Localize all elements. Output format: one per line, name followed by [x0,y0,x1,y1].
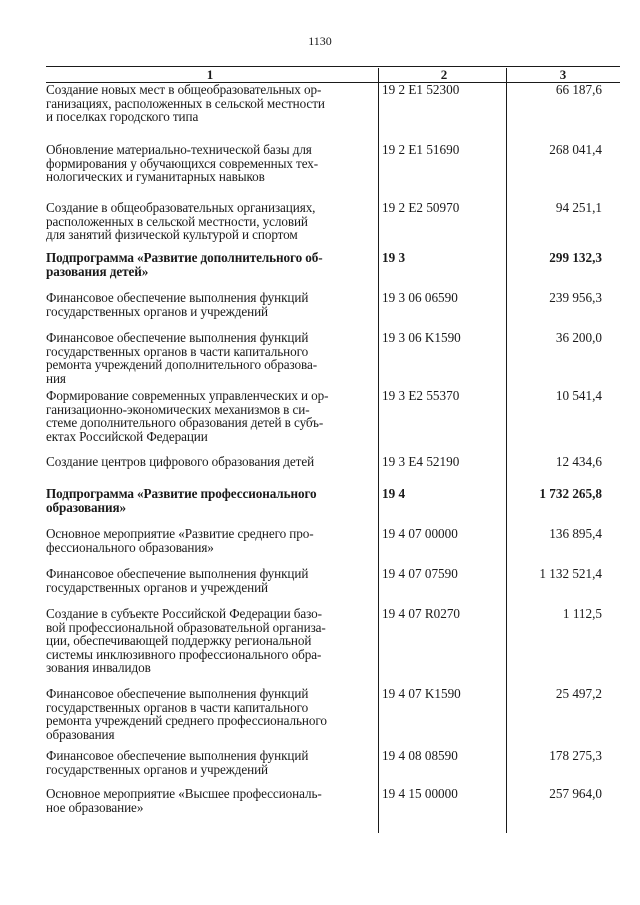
row-amount: 1 112,5 [562,606,602,621]
row-name: Создание в субъекте Российской Федерации базо- вой профессиональной образовательной организа- ции, обеспечивающей поддержку региональной системы инклюзивного профессионального обра- зования инвалидов [46,606,326,676]
row-name: Создание новых мест в общеобразовательных ор- ганизациях, расположенных в сельской местности и поселках городского типа [46,82,325,125]
row-code: 19 3 06 K1590 [382,330,461,345]
row-amount: 10 541,4 [555,388,602,403]
row-name: Финансовое обеспечение выполнения функций государственных органов и учреждений [46,566,309,595]
row-amount: 36 200,0 [555,330,602,345]
row-amount: 25 497,2 [555,686,602,701]
row-code: 19 4 07 00000 [382,526,458,541]
table-row [46,201,620,251]
header-col-2: 2 [440,67,448,82]
row-name: Создание центров цифрового образования детей [46,454,315,469]
row-name: Основное мероприятие «Высшее профессиональ- ное образование» [46,786,322,815]
row-code: 19 4 07 R0270 [382,606,461,621]
table-row [46,787,620,827]
row-code: 19 4 [382,486,406,501]
header-col-1: 1 [206,67,214,82]
row-code: 19 4 07 K1590 [382,686,461,701]
row-code: 19 4 08 08590 [382,748,458,763]
row-amount: 136 895,4 [549,526,602,541]
row-name: Финансовое обеспечение выполнения функций государственных органов и учреждений [46,748,309,777]
row-amount: 94 251,1 [555,200,602,215]
row-amount: 299 132,3 [549,250,602,265]
row-name: Финансовое обеспечение выполнения функций государственных органов в части капитального ремонта учреждений дополнительного образова- ния [46,330,318,386]
row-amount: 66 187,6 [555,82,602,97]
table-row [46,251,620,291]
budget-table [46,66,620,827]
table-row [46,143,620,201]
table-header [46,66,620,83]
row-code: 19 4 07 07590 [382,566,458,581]
row-code: 19 4 15 00000 [382,786,458,801]
row-code: 19 2 E1 52300 [382,82,460,97]
row-name: Обновление материально-технической базы для формирования у обучающихся современных тех- нологических и гуманитарных навыков [46,142,319,185]
row-code: 19 3 E2 55370 [382,388,460,403]
row-amount: 257 964,0 [549,786,602,801]
table-row [46,389,620,455]
row-amount: 239 956,3 [549,290,602,305]
table-row [46,455,620,487]
table-row [46,607,620,687]
row-name: Подпрограмма «Развитие профессионального образования» [46,486,317,515]
table-row [46,749,620,787]
row-name: Финансовое обеспечение выполнения функций государственных органов в части капитального ремонта учреждений среднего профессионального образования [46,686,327,742]
row-code: 19 2 E2 50970 [382,200,460,215]
table-row [46,567,620,607]
table-row [46,331,620,389]
page-number: 1130 [308,34,332,48]
row-amount: 1 132 521,4 [539,566,602,581]
row-name: Подпрограмма «Развитие дополнительного об- разования детей» [46,250,323,279]
column-divider-1 [378,68,379,833]
table-body [46,83,620,827]
row-amount: 178 275,3 [549,748,602,763]
table-row [46,687,620,749]
table-row [46,527,620,567]
row-name: Финансовое обеспечение выполнения функций государственных органов и учреждений [46,290,309,319]
row-amount: 12 434,6 [555,454,602,469]
row-code: 19 3 [382,250,406,265]
table-row [46,291,620,331]
row-amount: 1 732 265,8 [539,486,602,501]
table-row [46,83,620,143]
row-name: Основное мероприятие «Развитие среднего про- фессионального образования» [46,526,314,555]
row-code: 19 3 E4 52190 [382,454,460,469]
row-code: 19 3 06 06590 [382,290,458,305]
table-row [46,487,620,527]
column-divider-2 [506,68,507,833]
row-code: 19 2 E1 51690 [382,142,460,157]
row-amount: 268 041,4 [549,142,602,157]
row-name: Создание в общеобразовательных организациях, расположенных в сельской местности, условий для занятий физической культурой и спортом [46,200,316,243]
header-col-3: 3 [559,67,567,82]
row-name: Формирование современных управленческих и ор- ганизационно-экономических механизмов в си- стеме дополнительного образования детей в субъ- ектах Российской Федерации [46,388,329,444]
